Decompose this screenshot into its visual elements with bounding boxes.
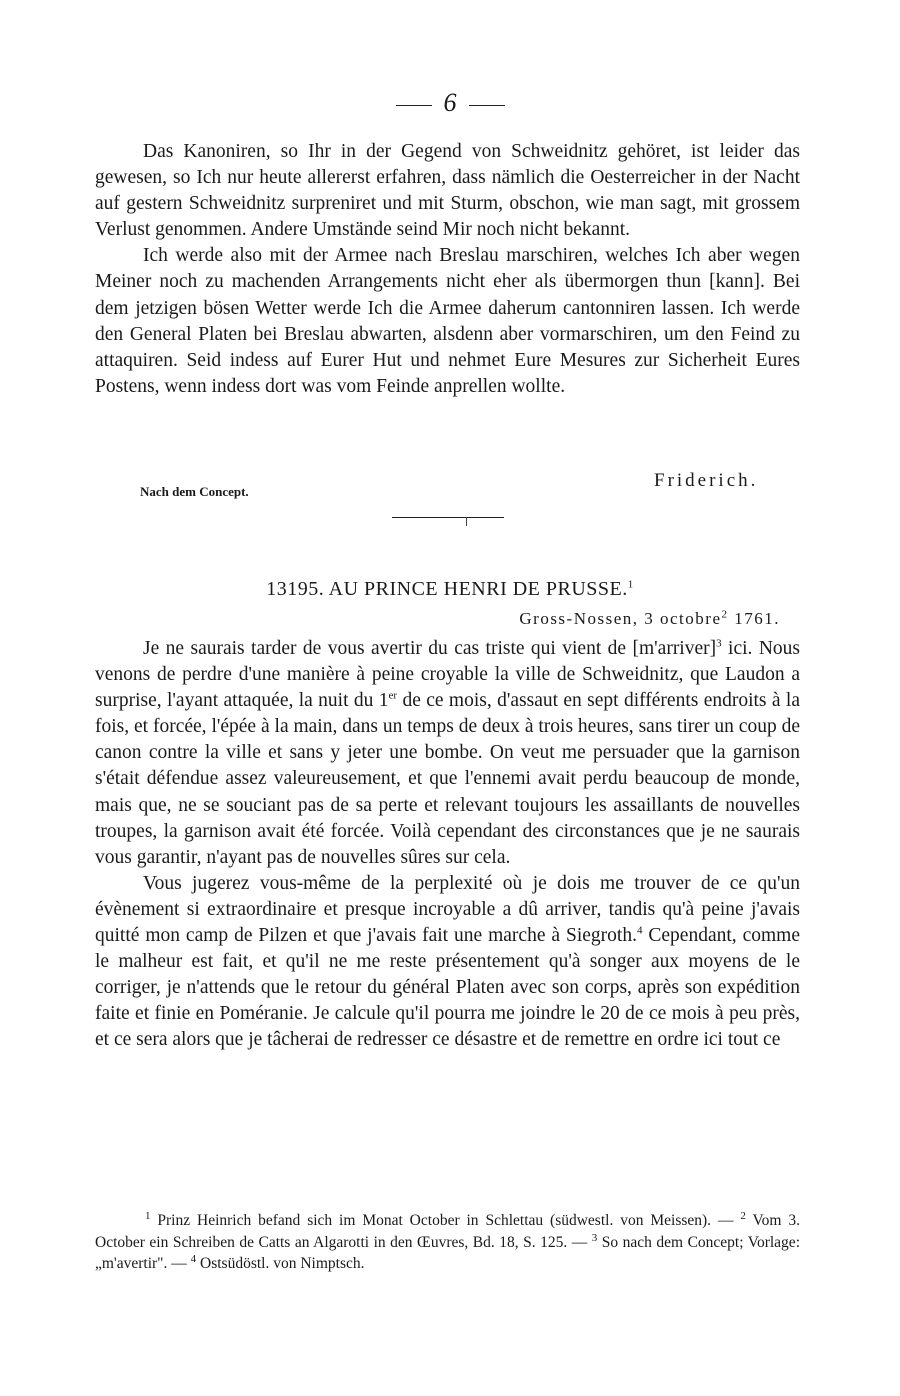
dateline-place: Gross-Nossen, bbox=[519, 609, 639, 628]
letter-title: AU PRINCE HENRI DE PRUSSE. bbox=[328, 578, 628, 600]
p1-part-a: Je ne saurais tarder de vous avertir du cas triste qui vient de [m'arriver] bbox=[143, 638, 717, 659]
source-note: Nach dem Concept. bbox=[140, 484, 249, 499]
letter-2-paragraph-2 bbox=[95, 871, 800, 1054]
signature: Friderich. bbox=[654, 470, 759, 491]
letter-2-heading bbox=[0, 578, 900, 601]
footnote-3-number: 3 bbox=[591, 1231, 598, 1244]
letter-number: 13195. bbox=[266, 578, 325, 600]
letter-1-paragraph-1: Das Kanoniren, so Ihr in der Gegend von Schweidnitz gehöret, ist leider das gewesen, so Ich nur heute allererst erfahren, dass nämlich die Oesterreicher in der Nacht auf gestern Schweidnitz surpreniret und mit Sturm, obschon, wie man sagt, mit grossem Verlust genommen. Andere Umstände seind Mir noch nicht bekannt. bbox=[95, 141, 800, 241]
header-dash-right bbox=[469, 105, 505, 106]
footnote-1-number: 1 bbox=[145, 1209, 151, 1222]
letter-1-paragraph-2: Ich werde also mit der Armee nach Breslau marschiren, welches Ich aber wegen Meiner noch zu machenden Arrangements nicht eher als übermorgen thun [kann]. Bei dem jetzigen bösen Wetter werde Ich die Armee daherum cantonniren lassen. Ich werde den General Platen bei Breslau abwarten, alsdenn aber vormarschiren, um den Feind zu attaquiren. Seid indess auf Eurer Hut und nehmet Eure Mesures zur Sicherheit Eures Postens, wenn indess dort was vom Feinde anprellen wollte. bbox=[95, 245, 800, 397]
p2-part-a: Vous jugerez vous-même de la perplexité où je dois me trouver de ce qu'un évènement si extraordinaire et presque incroyable a dû arriver, tandis qu'à peine j'avais quitté mon camp de Pilzen et que j'avais fait une marche à Siegroth. bbox=[95, 872, 800, 947]
p1-part-c: de ce mois, d'assaut en sept différents endroits à la fois, et forcée, l'épée à la main, dans un temps de deux à trois heures, sans tirer un coup de canon contre la ville et sans y jeter une bombe. On veut me persuader que la garnison s'était défendue assez valeureusement, et que l'ennemi avait perdu beaucoup de monde, mais que, ne se souciant pas de sa perte et relevant toujours les assaillants de nouvelles troupes, la garnison avait été forcée. Voilà cependant des circonstances que je ne saurais vous garantir, n'ayant pas de nouvelles sûres sur cela. bbox=[95, 690, 801, 868]
letter-2-paragraph-1 bbox=[95, 636, 800, 871]
footnote-1-text: Prinz Heinrich befand sich im Monat October in Schlettau (südwestl. von Meissen). — bbox=[150, 1212, 741, 1229]
footnote-2-text: Vom 3. October ein Schreiben de Catts an Algarotti in den Œuvres, Bd. 18, S. 125. — bbox=[95, 1212, 800, 1251]
dateline-day: 3 octobre bbox=[644, 609, 722, 628]
section-divider bbox=[392, 517, 504, 518]
p1-part-b: ici. Nous venons de perdre d'une manière à peine croyable la ville de Schweidnitz, que Laudon a surprise, l'ayant attaquée, la nuit du 1 bbox=[95, 638, 800, 712]
page-number: 6 bbox=[443, 88, 457, 117]
letter-1-body bbox=[95, 139, 800, 400]
dateline-year: 1761. bbox=[734, 609, 780, 628]
footnote-4-text: Ostsüdöstl. von Nimptsch. bbox=[196, 1255, 365, 1272]
page-header bbox=[0, 88, 900, 118]
letter-2-dateline bbox=[519, 609, 780, 629]
footnote-ref-4: 4 bbox=[636, 924, 643, 937]
letter-2-body bbox=[95, 636, 800, 1054]
title-footnote-ref: 1 bbox=[627, 578, 634, 591]
footnote-2-number: 2 bbox=[740, 1209, 746, 1222]
ordinal-er: er bbox=[388, 689, 398, 702]
p2-part-b: Cependant, comme le malheur est fait, et qu'il ne me reste présentement qu'à songer aux moyens de le corriger, je n'attends que le retour du général Platen avec son corps, après son expédition faite et finie en Poméranie. Je calcule qu'il pourra me joindre le 20 de ce mois à peu près, et ce sera alors que je tâcherai de redresser ce désastre et de remettre en ordre ici tout ce bbox=[95, 925, 800, 1051]
footnote-4-number: 4 bbox=[190, 1252, 197, 1265]
date-footnote-ref: 2 bbox=[721, 608, 729, 621]
section-divider-tick bbox=[466, 517, 467, 526]
header-dash-left bbox=[396, 105, 432, 106]
footnote-ref-3: 3 bbox=[716, 637, 722, 650]
footnote-3-text: So nach dem Concept; Vorlage: „m'avertir". — bbox=[95, 1233, 800, 1272]
footnotes bbox=[95, 1210, 800, 1275]
